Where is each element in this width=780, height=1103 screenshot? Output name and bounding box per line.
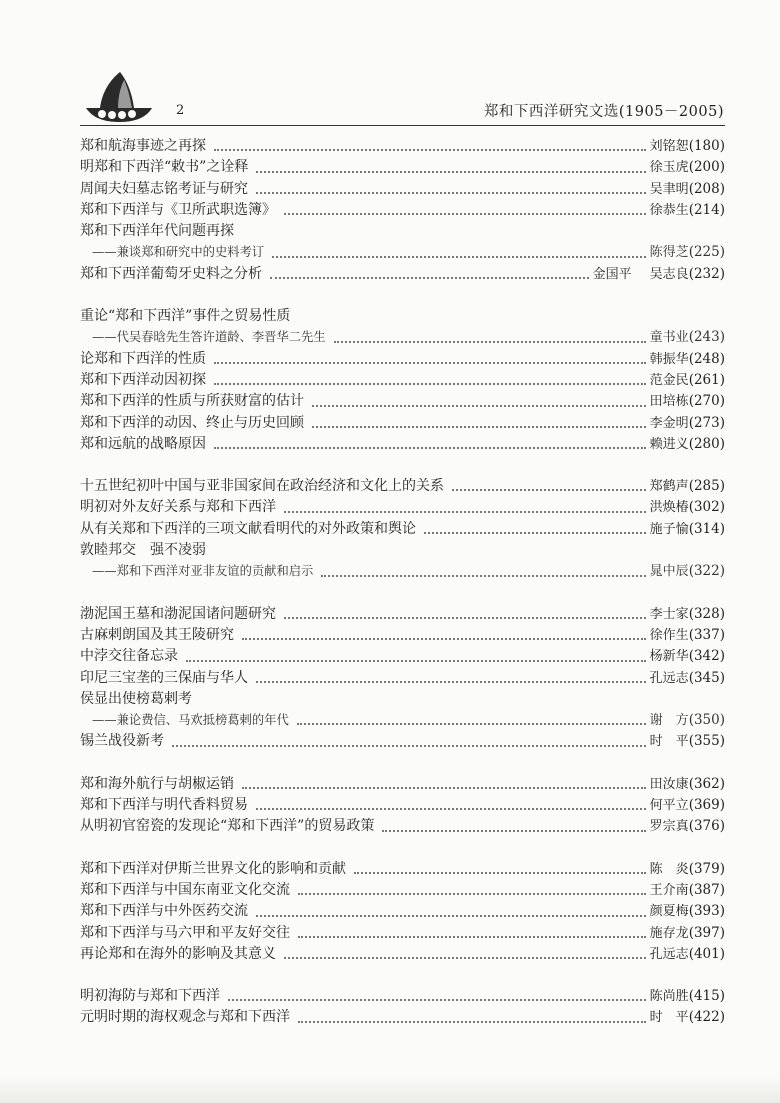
ship-logo-icon [80,70,158,128]
entry-author: 时 平 [649,734,689,750]
toc-group [80,859,725,965]
dot-leader [284,213,646,215]
entry-page-number: (200) [688,159,725,176]
entry-author: 韩振华 [649,351,689,367]
entry-author: 范金民 [649,372,689,388]
entry-author: 晁中辰 [649,564,689,580]
dot-leader [424,532,646,534]
entry-author: 李士家 [649,606,689,622]
toc-entry[interactable] [80,497,725,518]
dot-leader [452,489,646,491]
dot-leader [256,171,645,173]
entry-page-number: (362) [688,775,725,792]
dot-leader [214,149,646,151]
entry-author: 徐恭生 [649,202,689,218]
entry-author: 颜夏梅 [649,904,689,920]
toc-entry[interactable] [80,795,725,816]
entry-page-number: (337) [688,626,725,643]
dot-leader [172,745,646,747]
entry-author: 陈 炎 [649,861,689,877]
entry-author: 李金明 [649,415,689,431]
dot-leader [298,936,646,938]
entry-page-number: (280) [688,435,725,452]
dot-leader [214,362,646,364]
entry-author: 田培栋 [649,394,689,410]
entry-page-number: (314) [688,520,725,537]
toc-entry[interactable] [80,816,725,837]
entry-title: 郑和下西洋的性质与所获财富的估计 [80,393,304,410]
dot-leader [284,511,646,513]
entry-title: 渤泥国王墓和渤泥国诸问题研究 [80,605,276,622]
entry-author: 何平立 [649,798,689,814]
toc-entry[interactable] [80,476,725,497]
entry-page-number: (214) [688,201,725,218]
toc-entry[interactable] [80,774,725,795]
dot-leader [312,405,646,407]
entry-title: 再论郑和在海外的影响及其意义 [80,945,276,962]
header-rule [80,125,725,126]
entry-title: 郑和远航的战略原因 [80,435,206,452]
entry-title: 郑和下西洋年代问题再探 [80,223,234,240]
entry-author: 时 平 [649,1010,689,1026]
entry-author: 杨新华 [649,649,689,665]
entry-page-number: (261) [688,371,725,388]
entry-author: 洪焕椿 [649,500,689,516]
entry-page-number: (208) [688,180,725,197]
entry-title: 郑和下西洋对伊斯兰世界文化的影响和贡献 [80,860,346,877]
entry-author: 陈得芝 [649,245,689,261]
toc-entry[interactable] [80,646,725,667]
dot-leader [334,341,646,343]
toc-entry-subtitle[interactable] [80,327,725,348]
entry-page-number: (355) [688,733,725,750]
dot-leader [214,447,646,449]
entry-page-number: (422) [688,1009,725,1026]
entry-page-number: (397) [688,924,725,941]
entry-title: 郑和海外航行与胡椒运销 [80,775,234,792]
entry-title: 从明初官窑瓷的发现论“郑和下西洋”的贸易政策 [80,818,375,835]
dot-leader [242,638,646,640]
dot-leader [214,383,646,385]
toc-group [80,306,725,455]
entry-page-number: (328) [688,605,725,622]
entry-title: 敦睦邦交 强不凌弱 [80,542,206,559]
entry-page-number: (243) [688,329,725,346]
dot-leader [256,192,646,194]
dot-leader [354,872,646,874]
entry-author: 孔远志 [649,670,689,686]
toc-entry[interactable] [80,370,725,391]
page-number: 2 [176,103,185,118]
entry-page-number: (393) [688,903,725,920]
entry-title: 郑和下西洋与明代香料贸易 [80,797,248,814]
entry-title: 从有关郑和下西洋的三项文献看明代的对外政策和舆论 [80,520,416,537]
toc-entry[interactable] [80,179,725,200]
toc-entry[interactable] [80,689,725,710]
toc-entry[interactable] [80,540,725,561]
toc-entry[interactable] [80,306,725,327]
toc-entry[interactable] [80,901,725,922]
toc-entry[interactable] [80,668,725,689]
dot-leader [256,681,646,683]
entry-title: 侯显出使榜葛剌考 [80,690,192,707]
toc-entry[interactable] [80,923,725,944]
entry-author: 施存龙 [649,925,689,941]
entry-page-number: (387) [688,881,725,898]
entry-title: 印尼三宝垄的三保庙与华人 [80,669,248,686]
toc-entry[interactable] [80,604,725,625]
entry-page-number: (350) [688,712,725,729]
entry-page-number: (302) [688,499,725,516]
entry-author: 吴志良 [649,266,689,282]
table-of-contents [80,136,725,1050]
dot-leader [321,575,645,577]
toc-entry[interactable] [80,264,725,285]
entry-title: 古麻剌朗国及其王陵研究 [80,626,234,643]
entry-title: 周闻夫妇墓志铭考证与研究 [80,180,248,197]
entry-page-number: (379) [688,860,725,877]
entry-title: 郑和下西洋动因初探 [80,371,206,388]
entry-page-number: (401) [688,945,725,962]
page-header [0,0,780,130]
entry-title: 重论“郑和下西洋”事件之贸易性质 [80,308,291,325]
toc-entry[interactable] [80,625,725,646]
toc-entry[interactable] [80,944,725,965]
toc-entry[interactable] [80,731,725,752]
toc-group [80,986,725,1029]
entry-author: 童书业 [649,330,689,346]
toc-group [80,476,725,582]
entry-author: 孔远志 [649,946,689,962]
entry-title: 中浡交往备忘录 [80,648,178,665]
entry-page-number: (248) [688,350,725,367]
entry-page-number: (345) [688,669,725,686]
entry-title: 郑和下西洋的动因、终止与历史回顾 [80,414,304,431]
entry-author: 徐玉虎 [649,160,689,176]
entry-title: ——郑和下西洋对亚非友谊的贡献和启示 [92,564,314,579]
dot-leader [256,915,646,917]
entry-title: 论郑和下西洋的性质 [80,350,206,367]
toc-group [80,774,725,838]
entry-page-number: (270) [688,393,725,410]
page-bottom-edge [0,1075,780,1103]
toc-entry-subtitle[interactable] [80,242,725,263]
dot-leader [284,617,646,619]
entry-page-number: (415) [688,988,725,1005]
dot-leader [284,957,646,959]
entry-author: 罗宗真 [649,819,689,835]
toc-entry-subtitle[interactable] [80,710,725,731]
entry-page-number: (376) [688,818,725,835]
entry-title: 郑和下西洋与《卫所武职选簿》 [80,201,276,218]
dot-leader [256,808,646,810]
entry-title: 郑和下西洋与马六甲和平友好交往 [80,924,290,941]
entry-title: ——兼谈郑和研究中的史料考订 [92,245,265,260]
toc-entry[interactable] [80,434,725,455]
dot-leader [382,830,645,832]
entry-author: 徐作生 [649,627,689,643]
toc-entry[interactable] [80,200,725,221]
dot-leader [312,426,646,428]
entry-page-number: (285) [688,478,725,495]
toc-group [80,136,725,285]
entry-author: 陈尚胜 [649,989,689,1005]
toc-entry[interactable] [80,986,725,1007]
dot-leader [298,1021,646,1023]
entry-title: 明郑和下西洋“敕书”之诠释 [80,159,249,176]
entry-page-number: (180) [688,138,725,154]
toc-entry[interactable] [80,136,725,157]
dot-leader [186,660,646,662]
entry-title: 锡兰战役新考 [80,733,164,750]
entry-page-number: (369) [688,797,725,814]
entry-title: 郑和下西洋与中国东南亚文化交流 [80,881,290,898]
entry-page-number: (232) [688,265,725,282]
entry-author: 谢 方 [649,713,689,729]
entry-title: 元明时期的海权观念与郑和下西洋 [80,1009,290,1026]
toc-entry[interactable] [80,349,725,370]
toc-entry[interactable] [80,413,725,434]
toc-entry[interactable] [80,1007,725,1028]
dot-leader [298,893,646,895]
entry-page-number: (225) [688,244,725,261]
dot-leader [228,999,646,1001]
entry-title: 明初对外友好关系与郑和下西洋 [80,499,276,516]
entry-page-number: (273) [688,414,725,431]
entry-title: 郑和航海事迹之再探 [80,138,206,154]
dot-leader [297,723,646,725]
entry-author: 吴聿明 [649,181,689,197]
entry-title: 十五世纪初叶中国与亚非国家间在政治经济和文化上的关系 [80,478,444,495]
entry-author: 赖进义 [649,436,689,452]
toc-entry[interactable] [80,859,725,880]
dot-leader [242,787,646,789]
running-title: 郑和下西洋研究文选(1905－2005) [483,104,724,120]
entry-author: 王介南 [649,882,689,898]
toc-entry-subtitle[interactable] [80,561,725,582]
dot-leader [272,256,646,258]
entry-author: 施子愉 [649,521,689,537]
entry-title: 明初海防与郑和下西洋 [80,988,220,1005]
toc-entry[interactable] [80,221,725,242]
entry-author: 刘铭恕 [649,139,689,154]
toc-entry[interactable] [80,157,725,178]
toc-entry[interactable] [80,519,725,540]
entry-title: 郑和下西洋葡萄牙史料之分析 [80,265,262,282]
toc-entry[interactable] [80,880,725,901]
entry-page-number: (322) [688,563,725,580]
entry-title: 郑和下西洋与中外医药交流 [80,903,248,920]
entry-title: ——兼论费信、马欢抵榜葛剌的年代 [92,713,289,728]
toc-entry[interactable] [80,391,725,412]
dot-leader [270,277,589,279]
entry-coauthor: 金国平 [592,266,632,282]
entry-page-number: (342) [688,648,725,665]
entry-author: 田汝康 [649,776,689,792]
entry-author: 郑鹤声 [649,479,689,495]
toc-group [80,604,725,753]
entry-title: ——代吴春晗先生答许道龄、李晋华二先生 [92,330,326,345]
